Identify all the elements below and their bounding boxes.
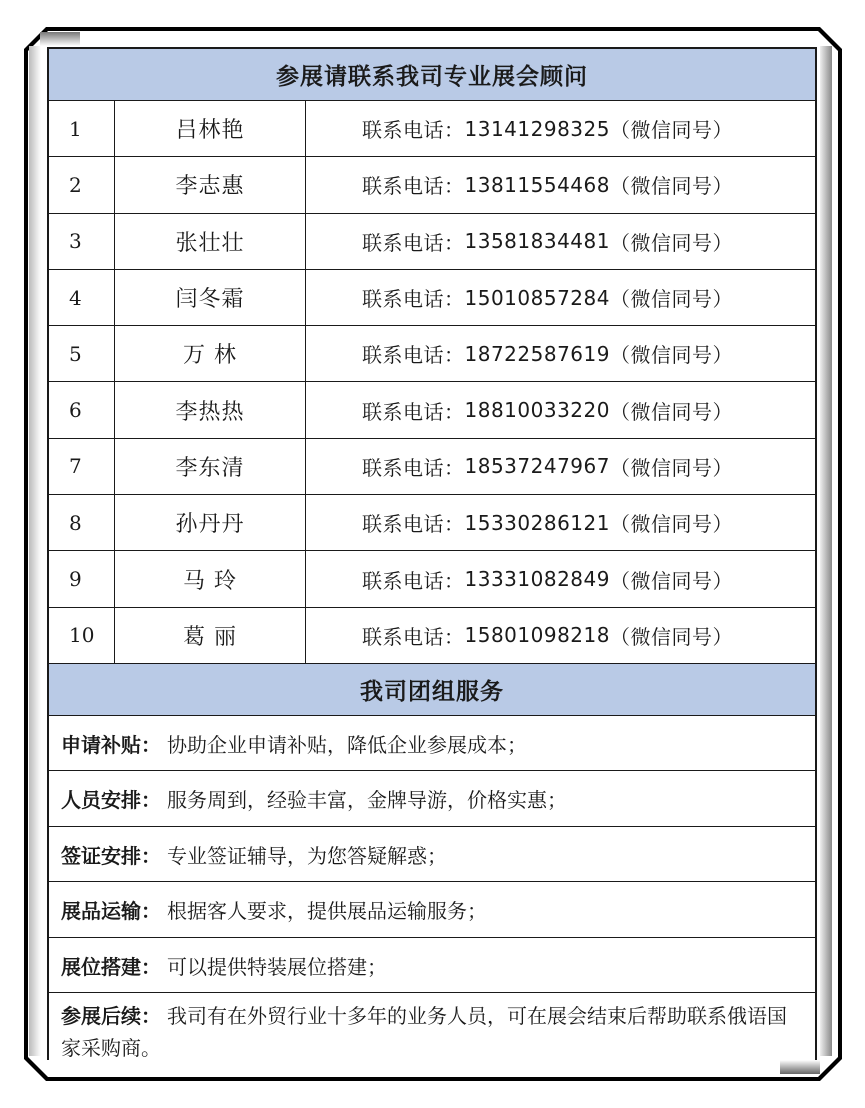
table-row xyxy=(49,270,815,326)
consultant-name: 李东清 xyxy=(115,439,306,494)
table-row xyxy=(49,608,815,664)
phone-label: 联系电话： xyxy=(362,399,465,424)
phone-number: 13331082849 xyxy=(464,567,610,592)
service-text: 我司有在外贸行业十多年的业务人员，可在展会结束后帮助联系俄语国家采购商。 xyxy=(61,1004,787,1060)
service-text: 协助企业申请补贴，降低企业参展成本； xyxy=(167,732,527,757)
service-key: 展位搭建： xyxy=(61,954,161,979)
phone-label: 联系电话： xyxy=(362,343,465,368)
consultant-name: 李志惠 xyxy=(115,157,306,212)
frame-shadow xyxy=(40,32,80,46)
consultant-table xyxy=(49,101,815,664)
table-row xyxy=(49,551,815,607)
contact-phone xyxy=(306,382,815,437)
consultant-name: 吕林艳 xyxy=(115,101,306,156)
row-number: 8 xyxy=(49,495,115,550)
contact-phone xyxy=(306,214,815,269)
phone-number: 13141298325 xyxy=(464,116,610,141)
wechat-note: （微信同号） xyxy=(609,287,733,312)
consultant-name: 万 林 xyxy=(115,326,306,381)
phone-label: 联系电话： xyxy=(362,455,465,480)
service-key: 人员安排： xyxy=(61,788,161,813)
phone-label: 联系电话： xyxy=(362,287,465,312)
service-text: 根据客人要求，提供展品运输服务； xyxy=(167,899,487,924)
phone-label: 联系电话： xyxy=(362,230,465,255)
service-key: 签证安排： xyxy=(61,843,161,868)
wechat-note: （微信同号） xyxy=(609,568,733,593)
contact-phone xyxy=(306,495,815,550)
service-text: 可以提供特装展位搭建； xyxy=(167,954,387,979)
consultant-name: 李热热 xyxy=(115,382,306,437)
consultant-name: 孙丹丹 xyxy=(115,495,306,550)
row-number: 3 xyxy=(49,214,115,269)
phone-number: 13581834481 xyxy=(464,229,610,254)
service-item xyxy=(49,938,815,994)
services-list xyxy=(49,716,815,1060)
service-key: 参展后续： xyxy=(61,1004,161,1029)
phone-number: 15330286121 xyxy=(464,510,610,535)
wechat-note: （微信同号） xyxy=(609,512,733,537)
frame-shadow xyxy=(29,46,41,1056)
table-row xyxy=(49,326,815,382)
service-item xyxy=(49,993,815,1060)
phone-number: 18537247967 xyxy=(464,454,610,479)
frame-shadow xyxy=(780,1060,820,1074)
consultant-name: 葛 丽 xyxy=(115,608,306,663)
row-number: 1 xyxy=(49,101,115,156)
wechat-note: （微信同号） xyxy=(609,230,733,255)
service-item xyxy=(49,716,815,772)
consultant-name: 闫冬霜 xyxy=(115,270,306,325)
service-item xyxy=(49,771,815,827)
wechat-note: （微信同号） xyxy=(609,455,733,480)
phone-label: 联系电话： xyxy=(362,512,465,537)
service-text: 服务周到，经验丰富，金牌导游，价格实惠； xyxy=(167,788,567,813)
table-row xyxy=(49,101,815,157)
table-row xyxy=(49,157,815,213)
phone-label: 联系电话： xyxy=(362,624,465,649)
phone-label: 联系电话： xyxy=(362,568,465,593)
phone-number: 15010857284 xyxy=(464,285,610,310)
phone-number: 18810033220 xyxy=(464,398,610,423)
phone-number: 18722587619 xyxy=(464,341,610,366)
service-item xyxy=(49,827,815,883)
service-item xyxy=(49,882,815,938)
service-key: 展品运输： xyxy=(61,899,161,924)
wechat-note: （微信同号） xyxy=(609,399,733,424)
frame-shadow xyxy=(820,46,832,1056)
table-row xyxy=(49,214,815,270)
contact-phone xyxy=(306,270,815,325)
consultants-header: 参展请联系我司专业展会顾问 xyxy=(49,49,815,101)
phone-number: 15801098218 xyxy=(464,623,610,648)
consultant-name: 张壮壮 xyxy=(115,214,306,269)
phone-label: 联系电话： xyxy=(362,174,465,199)
service-text: 专业签证辅导，为您答疑解惑； xyxy=(167,843,447,868)
wechat-note: （微信同号） xyxy=(609,174,733,199)
contact-phone xyxy=(306,551,815,606)
contact-phone xyxy=(306,439,815,494)
wechat-note: （微信同号） xyxy=(609,118,733,143)
services-header: 我司团组服务 xyxy=(49,664,815,716)
table-row xyxy=(49,495,815,551)
contact-phone xyxy=(306,157,815,212)
row-number: 4 xyxy=(49,270,115,325)
service-key: 申请补贴： xyxy=(61,732,161,757)
table-row xyxy=(49,382,815,438)
row-number: 2 xyxy=(49,157,115,212)
consultant-name: 马 玲 xyxy=(115,551,306,606)
phone-number: 13811554468 xyxy=(464,172,610,197)
phone-label: 联系电话： xyxy=(362,118,465,143)
wechat-note: （微信同号） xyxy=(609,624,733,649)
wechat-note: （微信同号） xyxy=(609,343,733,368)
row-number: 10 xyxy=(49,608,115,663)
contact-phone xyxy=(306,608,815,663)
contact-phone xyxy=(306,101,815,156)
row-number: 6 xyxy=(49,382,115,437)
contact-sheet xyxy=(47,47,817,1060)
row-number: 7 xyxy=(49,439,115,494)
table-row xyxy=(49,439,815,495)
row-number: 9 xyxy=(49,551,115,606)
row-number: 5 xyxy=(49,326,115,381)
contact-phone xyxy=(306,326,815,381)
